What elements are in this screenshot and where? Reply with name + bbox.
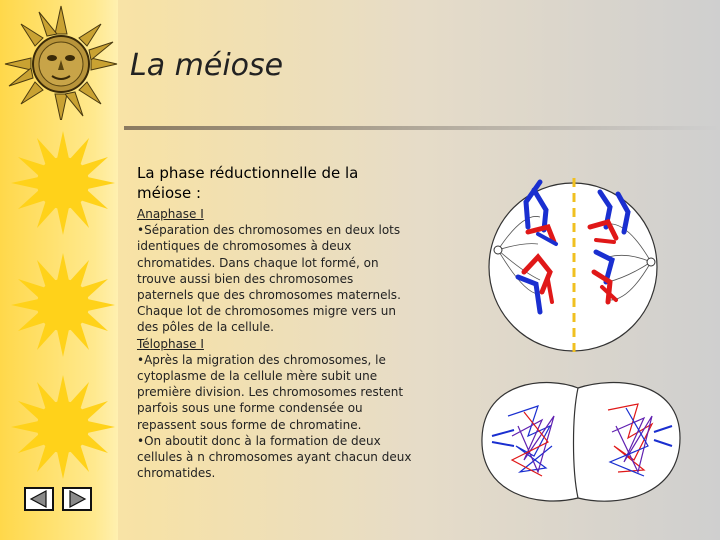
slide-subtitle: La phase réductionnelle de la méiose : (137, 164, 359, 202)
section-telophase (137, 336, 412, 482)
slide-navigation (24, 487, 94, 511)
sun-icon (8, 250, 118, 360)
slide-body (137, 206, 412, 481)
sun-face-icon (2, 2, 120, 120)
triangle-left-icon (26, 489, 52, 509)
telophase-cell-diagram (468, 376, 694, 514)
section-heading: Anaphase I (137, 207, 204, 221)
triangle-right-icon (64, 489, 90, 509)
section-heading: Télophase I (137, 336, 204, 351)
paragraph: •Séparation des chromosomes en deux lots identiques de chromosomes à deux chromatides. Dans chaque lot formé, on trouve aussi bien des chromosomes paternels que des chromosomes maternels. Chaque lot de chromosomes migre vers un des pôles de la cellule. (137, 223, 401, 335)
previous-slide-button[interactable] (24, 487, 54, 511)
paragraph: •Après la migration des chromosomes, le cytoplasme de la cellule mère subit une première division. Les chromosomes restent parfois sous une forme condensée ou repassent sous forme de chromatine. (137, 352, 404, 432)
anaphase-cell-diagram (478, 172, 668, 362)
sun-icon (8, 372, 118, 482)
next-slide-button[interactable] (62, 487, 92, 511)
section-anaphase (137, 206, 412, 336)
sun-icon (8, 128, 118, 238)
paragraph: •On aboutit donc à la formation de deux cellules à n chromosomes ayant chacun deux chromatides. (137, 433, 412, 481)
slide-title: La méiose (130, 48, 284, 83)
title-divider (124, 126, 720, 130)
